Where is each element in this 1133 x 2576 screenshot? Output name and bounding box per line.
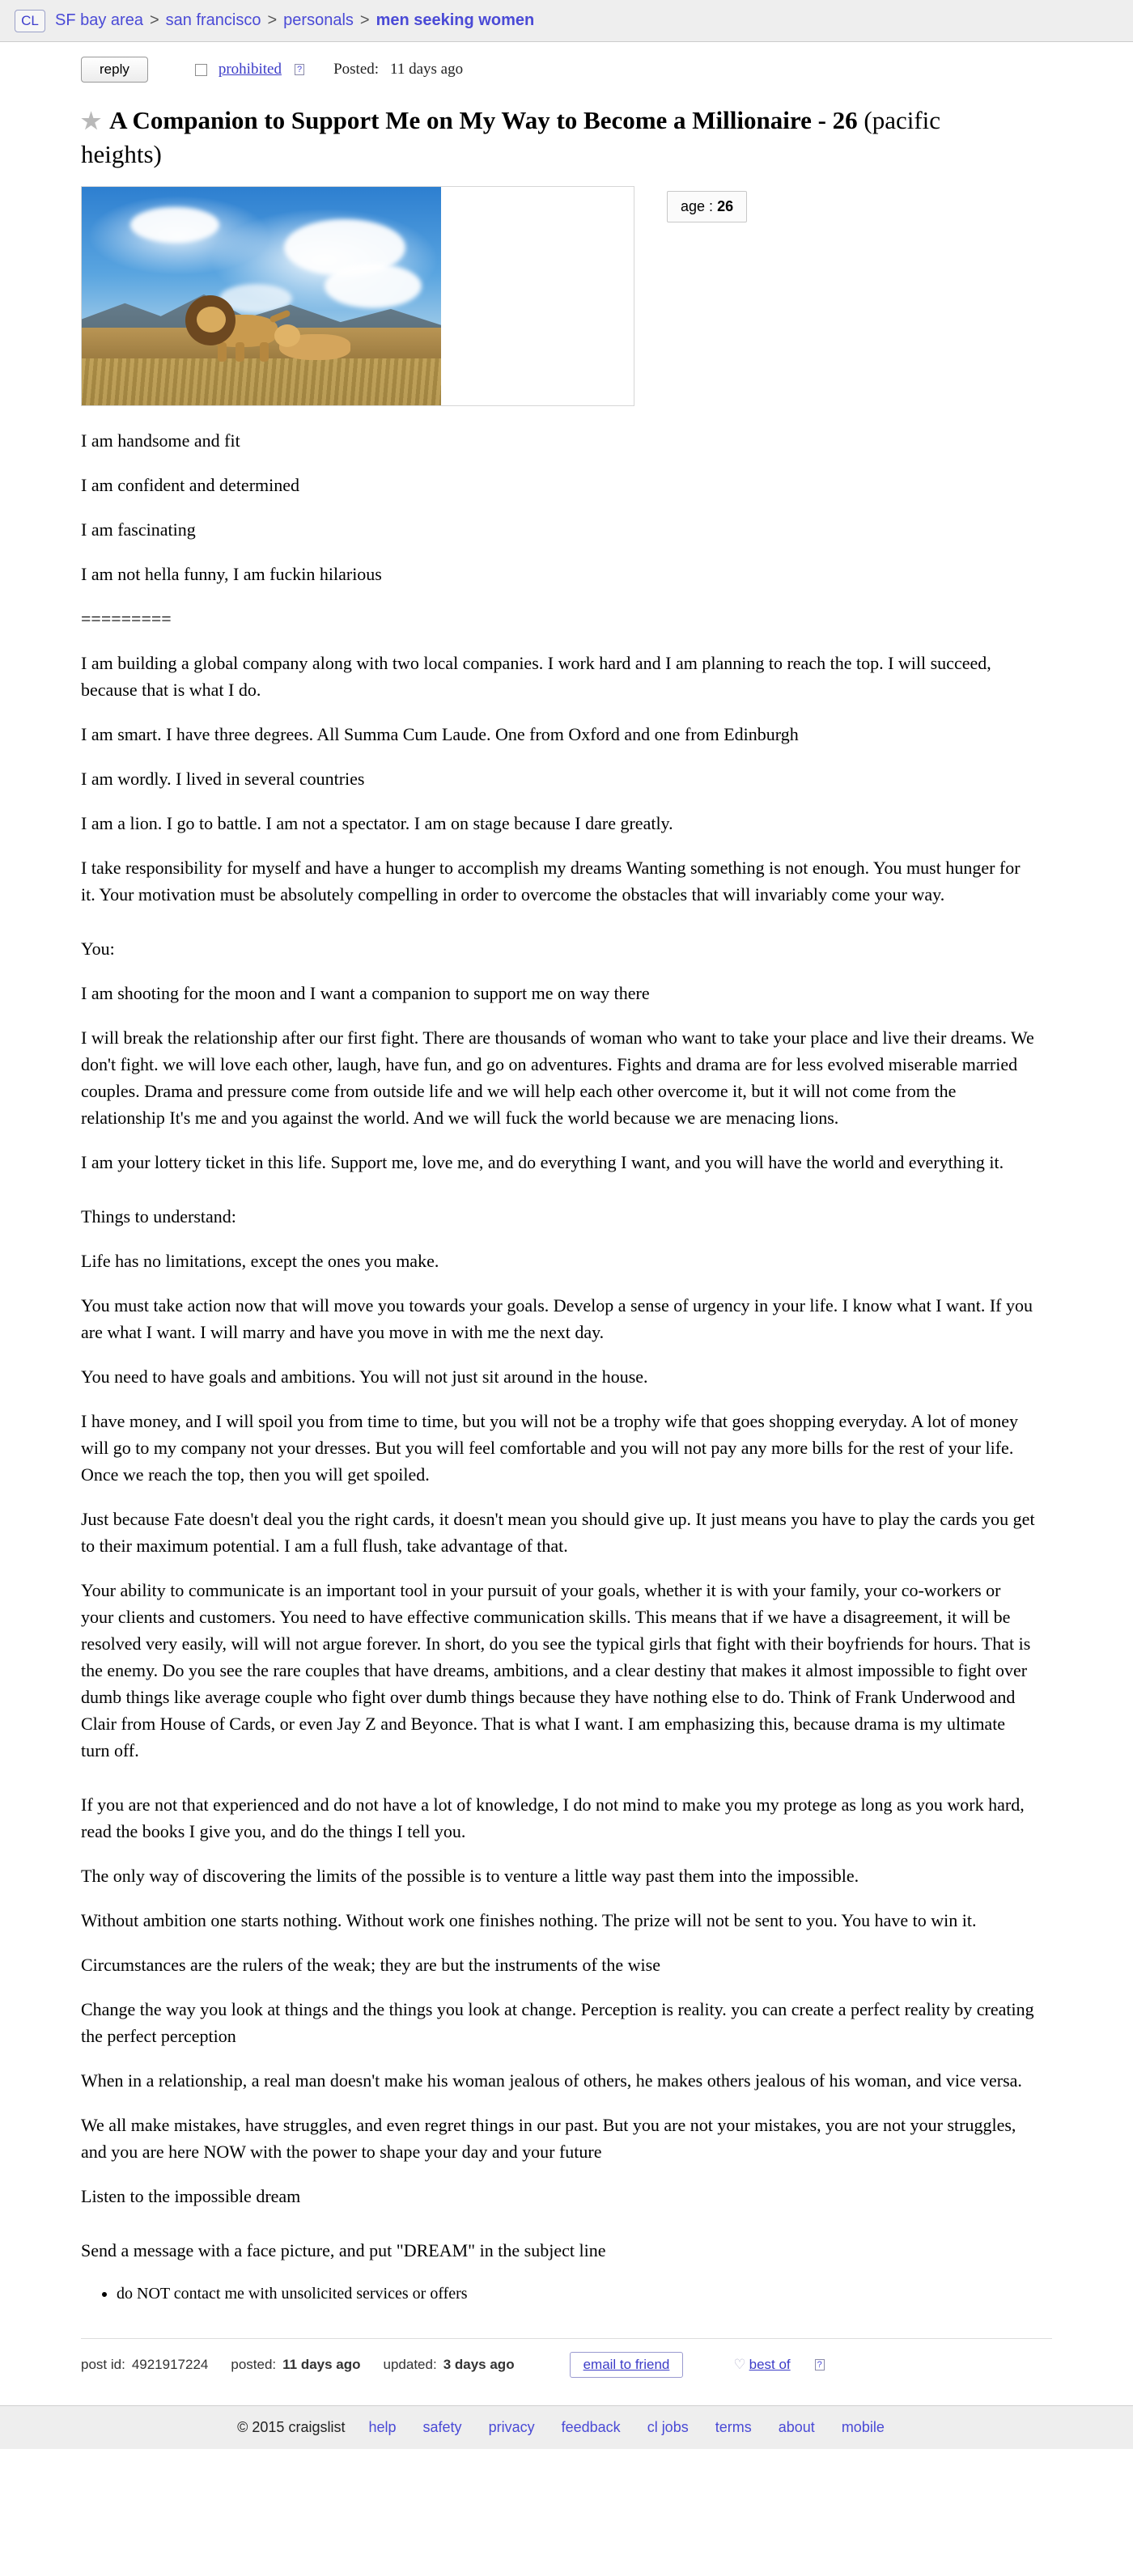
body-paragraph: I am building a global company along with two local companies. I work hard and I am planning to reach the top. I will succeed, because that is what I do. <box>81 652 991 700</box>
posting-infos <box>81 2338 1052 2378</box>
grass-shape <box>82 358 441 405</box>
email-to-friend-button[interactable]: email to friend <box>570 2352 684 2378</box>
body-paragraph: I will break the relationship after our first fight. There are thousands of woman who want to take your place and live their dreams. We don't fight. we will love each other, laugh, have fun, and go on adventures. Fights and drama are for less evolved miserable married couples. Drama and pressure come from outside life and we will help each other overcome it, but it will not come from the relationship It's me and you against the world. And we will fuck the world because we are menacing lions. <box>81 1027 1034 1128</box>
footer-link-help[interactable]: help <box>368 2418 397 2435</box>
body-paragraph: You must take action now that will move you towards your goals. Develop a sense of urgency in your life. I know what I want. If you are what I want. I will marry and have you move in with me the next day. <box>81 1294 1033 1342</box>
posting-title-text: A Companion to Support Me on My Way to Become a Millionaire - 26 <box>109 106 858 134</box>
star-icon[interactable]: ★ <box>81 109 102 134</box>
list-item: • do NOT contact me with unsolicited services or offers <box>117 2282 1036 2306</box>
help-icon[interactable]: ? <box>295 64 304 75</box>
body-paragraph: The only way of discovering the limits of the possible is to venture a little way past them into the impossible. <box>81 1865 859 1886</box>
breadcrumb-item-area[interactable]: SF bay area <box>55 11 143 29</box>
posting-image-box[interactable] <box>81 186 634 406</box>
footer-link-feedback[interactable]: feedback <box>561 2418 621 2435</box>
attribute-key: age : <box>681 197 714 214</box>
body-paragraph: I am confident and determined <box>81 474 300 495</box>
footer-link-safety[interactable]: safety <box>422 2418 462 2435</box>
prohibited-link[interactable]: prohibited <box>218 61 282 78</box>
body-paragraph: I am wordly. I lived in several countries <box>81 768 365 789</box>
body-paragraph: I am smart. I have three degrees. All Summa Cum Laude. One from Oxford and one from Edinburgh <box>81 723 799 744</box>
lion-figure <box>185 294 282 357</box>
footer-link-cl-jobs[interactable]: cl jobs <box>647 2418 689 2435</box>
best-of-help-icon[interactable]: ? <box>815 2359 825 2371</box>
media-row <box>81 186 1052 406</box>
body-paragraph: Life has no limitations, except the ones you make. <box>81 1250 439 1271</box>
footer-link-about[interactable]: about <box>778 2418 815 2435</box>
breadcrumb-separator: > <box>267 11 278 29</box>
attribute-value: 26 <box>717 197 734 214</box>
cloud-shape <box>325 264 422 308</box>
post-id-label: post id: <box>81 2356 125 2372</box>
cloud-shape <box>130 207 219 243</box>
site-footer <box>0 2405 1133 2449</box>
body-paragraph: Send a message with a face picture, and put "DREAM" in the subject line <box>81 2239 606 2260</box>
posting-toolbar <box>81 42 1052 92</box>
body-paragraph: You: <box>81 938 115 959</box>
updated-label: updated: <box>383 2356 437 2372</box>
body-paragraph: I am a lion. I go to battle. I am not a spectator. I am on stage because I dare greatly. <box>81 812 673 833</box>
posting-image[interactable] <box>82 187 441 405</box>
body-paragraph: I am fascinating <box>81 519 196 540</box>
body-paragraph: Just because Fate doesn't deal you the right cards, it doesn't mean you should give up. It just means you have to play the cards you get to their maximum potential. I am a full flush, take advantage of that. <box>81 1508 1035 1556</box>
posted-value: 11 days ago <box>390 61 464 78</box>
footer-link-privacy[interactable]: privacy <box>488 2418 535 2435</box>
body-paragraph: Circumstances are the rulers of the weak; they are but the instruments of the wise <box>81 1954 660 1975</box>
body-paragraph: We all make mistakes, have struggles, and even regret things in our past. But you are not your mistakes, you are not your struggles, and you are here NOW with the power to shape your day and your future <box>81 2114 1016 2162</box>
body-paragraph: I am handsome and fit <box>81 430 240 451</box>
breadcrumb-item-subcategory[interactable]: men seeking women <box>376 11 535 29</box>
body-paragraph: I am shooting for the moon and I want a companion to support me on way there <box>81 982 650 1003</box>
prohibited-checkbox[interactable] <box>195 64 207 76</box>
posting-title-location: (pacific heights) <box>81 106 941 168</box>
footer-link-terms[interactable]: terms <box>715 2418 752 2435</box>
body-paragraph: Without ambition one starts nothing. Without work one finishes nothing. The prize will not be sent to you. You have to win it. <box>81 1909 977 1930</box>
heart-icon[interactable]: ♡ <box>733 2356 746 2372</box>
post-id-value: 4921917224 <box>131 2356 209 2372</box>
body-paragraph: I take responsibility for myself and have a hunger to accomplish my dreams Wanting something is not enough. You must hunger for it. Your motivation must be absolutely compelling in order to overcome the obstacles that will invariably come your way. <box>81 857 1021 905</box>
posted-value: 11 days ago <box>282 2356 361 2372</box>
posted-label: posted: <box>231 2356 277 2372</box>
body-paragraph: I am your lottery ticket in this life. Support me, love me, and do everything I want, and you will have the world and everything it. <box>81 1151 1004 1172</box>
breadcrumb-item-category[interactable]: personals <box>283 11 354 29</box>
body-paragraph: When in a relationship, a real man doesn't make his woman jealous of others, he makes others jealous of his woman, and vice versa. <box>81 2070 1022 2091</box>
footer-link-mobile[interactable]: mobile <box>841 2418 885 2435</box>
body-divider: ========= <box>81 608 172 629</box>
craigslist-logo[interactable]: CL <box>15 10 45 32</box>
reply-button[interactable]: reply <box>81 57 148 83</box>
body-paragraph: Change the way you look at things and the things you look at change. Perception is reality. you can create a perfect reality by creating the perfect perception <box>81 1998 1034 2046</box>
page-title <box>81 104 987 172</box>
body-paragraph: Your ability to communicate is an important tool in your pursuit of your goals, whether it is with your family, your co-workers or your clients and customers. You need to have effective communication skills. This means that if we have a disagreement, it will be resolved very easily, will will not argue forever. In short, do you see the typical girls that fight with their boyfriends for hours. That is the enemy. Do you see the rare couples that have dreams, ambitions, and a clear destiny that makes it almost impossible to fight over dumb things like average couple who fight over dumb things because they have nothing else to do. Think of Frank Underwood and Clair from House of Cards, or even Jay Z and Beyonce. That is what I want. I am emphasizing this, because drama is my ultimate turn off. <box>81 1579 1031 1760</box>
breadcrumb-separator: > <box>359 11 370 29</box>
breadcrumb-separator: > <box>149 11 159 29</box>
lioness-figure <box>274 321 359 363</box>
posting-body <box>81 427 1036 2306</box>
copyright-text: © 2015 craigslist <box>237 2418 346 2435</box>
body-paragraph: I am not hella funny, I am fuckin hilarious <box>81 563 382 584</box>
posted-label: Posted: <box>333 61 380 78</box>
breadcrumb <box>0 0 1133 42</box>
breadcrumb-item-city[interactable]: san francisco <box>165 11 261 29</box>
body-paragraph: Things to understand: <box>81 1205 236 1227</box>
notices-list <box>81 2282 1036 2306</box>
body-paragraph: I have money, and I will spoil you from time to time, but you will not be a trophy wife that goes shopping everyday. A lot of money will go to my company not your dresses. But you will feel comfortable and you will not pay any more bills for the rest of your life. Once we reach the top, then you will get spoiled. <box>81 1410 1019 1485</box>
body-paragraph: You need to have goals and ambitions. You will not just sit around in the house. <box>81 1366 648 1387</box>
body-paragraph: If you are not that experienced and do not have a lot of knowledge, I do not mind to make you my protege as long as you work hard, read the books I give you, and do the things I tell you. <box>81 1794 1025 1841</box>
attribute-group <box>667 191 747 222</box>
best-of-link[interactable]: best of <box>749 2356 791 2372</box>
posting-content <box>0 42 1133 2378</box>
body-paragraph: Listen to the impossible dream <box>81 2185 301 2206</box>
updated-value: 3 days ago <box>443 2356 515 2372</box>
